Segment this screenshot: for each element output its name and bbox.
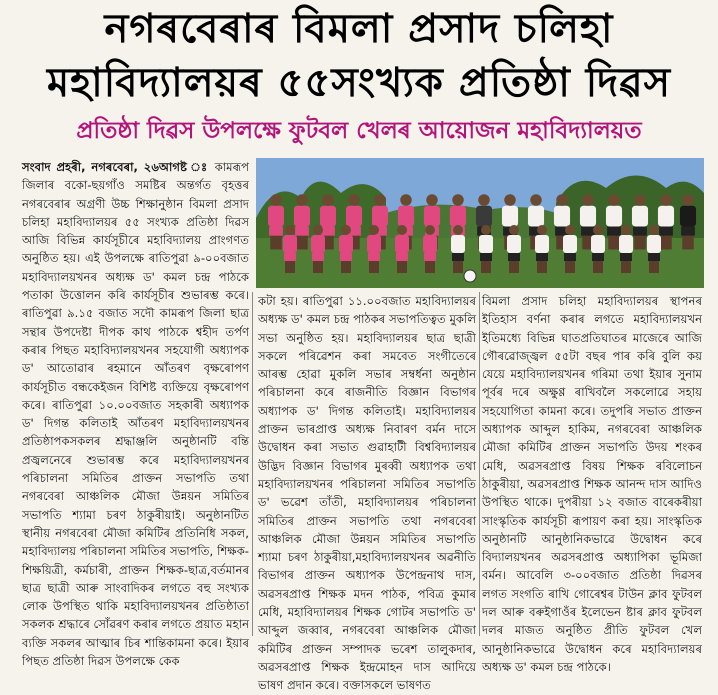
article-column-1 <box>22 158 249 669</box>
article-text-1: কামৰূপ জিলাৰ বকো-ছয়গাঁও সমষ্টিৰ অন্তৰ্গত বৃহত্তৰ নগৰবেৰাৰ অগ্ৰণী উচ্চ শিক্ষানুষ্ঠান বিমলা প্ৰসাদ চলিহা মহাবিদ্যালয়ৰ ৫৫ সংখ্যক প্ৰতিষ্ঠা দিৱস আজি বিভিন্ন কাৰ্যসূচীৰে মহাবিদ্যালয় প্ৰাংগণত অনুষ্ঠিত হয়। এই উপলক্ষে ৰাতিপুৱা ৯-০০বজাত মহাবিদ্যালয়খনৰ অধ্যক্ষ ড' কমল চন্দ্ৰ পাঠকে পতাকা উত্তোলন কৰি কাৰ্যসূচীৰ শুভাৰম্ভ কৰে। ৰাতিপুৱা ৯.১৫ বজাত সদৌ কামৰূপ জিলা ছাত্ৰ সন্থাৰ উপদেষ্টা দীপক কাথ পাঠকে শ্বহীদ তৰ্পণ কৰাৰ পিছত মহাবিদ্যালয়খনৰ সহযোগী অধ্যাপক ড' আতোৱাৰ ৰহমানে আঁতৰণ বৃক্ষৰোপণ কাৰ্যসূচীত বন্ধকেইজন বিশিষ্ট ব্যক্তিয়ে বৃক্ষৰোপণ কৰে। ৰাতিপুৱা ১০.০০বজাত সহকাৰী অধ্যাপক ড' দিগন্ত কলিতাই আঁতৰণ মহাবিদ্যালয়খনৰ প্ৰতিষ্ঠাপকসকলৰ শ্ৰদ্ধাঞ্জলি অনুষ্ঠানটি বন্তি প্ৰজ্বলনেৰে শুভাৰম্ভ কৰে মহাবিদ্যালয়খনৰ পৰিচালনা সমিতিৰ প্ৰাক্তন সভাপতি তথা নগৰবেৰা আঞ্চলিক মৌজা উন্নয়ন সমিতিৰ সভাপতি শ্যামা চৰণ ঠাকুৰীয়াই। অনুষ্ঠানটিত স্থানীয় নগৰবেৰা মৌজা কমিটিৰ প্ৰতিনিধি সকল, মহাবিদ্যালয় পৰিচালনা সমিতিৰ সভাপতি, শিক্ষক-শিক্ষয়িত্ৰী, কৰ্মচাৰী, প্ৰাক্তন শিক্ষক-ছাত্ৰ,বৰ্তমানৰ ছাত্ৰ ছাত্ৰী আৰু সাংবাদিকৰ লগতে বহু সংখ্যক লোক উপস্থিত থাকি মহাবিদ্যালয়খনৰ প্ৰতিষ্ঠাতা সকলক শ্ৰদ্ধাৰে সোঁৱৰণ কৰাৰ লগতে প্ৰয়াত মহান ব্যক্তি সকলৰ আত্মাৰ চিৰ শান্তিকামনা কৰে। ইয়াৰ পিছত প্ৰতিষ্ঠা দিৱস উপলক্ষে কেক <box>22 160 249 669</box>
article-text-3: বিমলা প্ৰসাদ চলিহা মহাবিদ্যালয়ৰ স্থাপনৰ ইতিহাস বৰ্ণনা কৰাৰ লগতে মহাবিদ্যালয়খন ইতিমধ্যে বিভিন্ন ঘাতপ্ৰতিঘাতৰ মাজেৰে আজি গৌৰৱোজ্জ্বল ৫৫টা বছৰ পাৰ কৰি বুলি কয় যেয়ে মহাবিদ্যালয়খনৰ গৰিমা তথা ইয়াৰ সুনাম পূৰ্বৰ দৰে অক্ষুণ্ণ ৰাখিবলৈ সকলোৱে সহায় সহযোগিতা কামনা কৰে। তদুপৰি সভাত প্ৰাক্তন অধ্যাপক আব্দুল হাকিম, নগৰবেৰা আঞ্চলিক মৌজা কমিটিৰ প্ৰাক্তন সভাপতি উদয় শংকৰ মেধি, অৱসৰপ্ৰাপ্ত বিষয় শিক্ষক ৰবিলোচন ঠাকুৰীয়া, অৱসৰপ্ৰাপ্ত শিক্ষক আনন্দ দাস আদিও উপস্থিত থাকে। দুপৰীয়া ১২ বজাত বাৰেকৰীয়া সাংস্কৃতিক কাৰ্যসূচী ৰূপায়ণ কৰা হয়। সাংস্কৃতিক অনুষ্ঠানটি আনুষ্ঠানিকভাৱে উদ্বোধন কৰে বিদ্যালয়খনৰ অৱসৰপ্ৰাপ্ত অধ্যাপিকা ভূমিজা বৰ্মন। আবেলি ৩-০০বজাত প্ৰতিষ্ঠা দিৱসৰ লগত সংগতি ৰাখি গোৰেশ্বৰ টাউন ক্লাব ফুটবল দল আৰু বৰুইগাওঁৰ ইলেভেন ষ্টাৰ ক্লাব ফুটবল দলৰ মাজত অনুষ্ঠিত প্ৰীতি ফুটবল খেল আনুষ্ঠানিকভাৱে উদ্বোধন কৰে মহাবিদ্যালয়ৰ অধ্যক্ষ ড' কমল চন্দ্ৰ পাঠকে। <box>482 294 702 674</box>
subheadline: প্ৰতিষ্ঠা দিৱস উপলক্ষে ফুটবল খেলৰ আয়োজন মহাবিদ্যালয়ত <box>76 118 642 144</box>
column-divider-2 <box>479 292 480 636</box>
headline-line-1: নগৰবেৰাৰ বিমলা প্ৰসাদ চলিহা <box>104 6 614 52</box>
football-team-photo <box>256 158 704 288</box>
team-photo-drawing <box>256 158 704 288</box>
headline-line-2: মহাবিদ্যালয়ৰ ৫৫সংখ্যক প্ৰতিষ্ঠা দিৱস <box>46 60 672 106</box>
article-column-3 <box>482 292 702 674</box>
dateline: সংবাদ প্ৰহৰী, নগৰবেৰা, ২৬আগষ্ট ঃ <box>22 160 210 174</box>
article-text-2: কটা হয়। ৰাতিপুৱা ১১.০০বজাত মহাবিদ্যালয়ৰ অধ্যক্ষ ড' কমল চন্দ্ৰ পাঠকৰ সভাপতিত্বত মুকলি সভা অনুষ্ঠিত হয়। মহাবিদ্যালয়ৰ ছাত্ৰ ছাত্ৰী সকলে পৰিৱেশন কৰা সমবেত সংগীতেৰে আৰম্ভ হোৱা মুকলি সভাৰ সম্বৰ্ধনা অনুষ্ঠান পৰিচালনা কৰে ৰাজনীতি বিজ্ঞান বিভাগৰ অধ্যাপক ড' দিগন্ত কলিতাই। মহাবিদ্যালয়ৰ প্ৰাক্তন ভাৰপ্ৰাপ্ত অধ্যক্ষ নিবাৰণ বৰ্মন দাসে উদ্বোধন কৰা সভাত গুৱাহাটী বিশ্ববিদ্যালয়ৰ উদ্ভিদ বিজ্ঞান বিভাগৰ মুৰব্বী অধ্যাপক তথা মহাবিদ্যালয়খনৰ পৰিচালনা সমিতিৰ সভাপতি ড' ভৱেশ তাঁতী, মহাবিদ্যালয়ৰ পৰিচালনা সমিতিৰ প্ৰাক্তন সভাপতি তথা নগৰবেৰা আঞ্চলিক মৌজা উন্নয়ন সমিতিৰ সভাপতি শ্যামা চৰণ ঠাকুৰীয়া,মহাবিদ্যালয়খনৰ অৱনীতি বিভাগৰ প্ৰাক্তন অধ্যাপক উপেন্দ্ৰনাথ দাস, অৱসৰপ্ৰাপ্ত শিক্ষক মদন পাঠক, পবিত্ৰ কুমাৰ মেধি, মহাবিদ্যালয়ৰ শিক্ষক গোটৰ সভাপতি ড' আব্দুল জব্বাৰ, নগৰবেৰা আঞ্চলিক মৌজা কমিটিৰ প্ৰাক্তন সম্পাদক ভৰেশ তালুকদাৰ, অৱসৰপ্ৰাপ্ত শিক্ষক ইন্দ্ৰমোহন দাস আদিয়ে ভাষণ প্ৰদান কৰে। বক্তাসকলে ভাষণত <box>258 294 476 693</box>
football <box>464 270 476 282</box>
article-column-2 <box>258 292 476 693</box>
column-divider-1 <box>252 292 253 636</box>
